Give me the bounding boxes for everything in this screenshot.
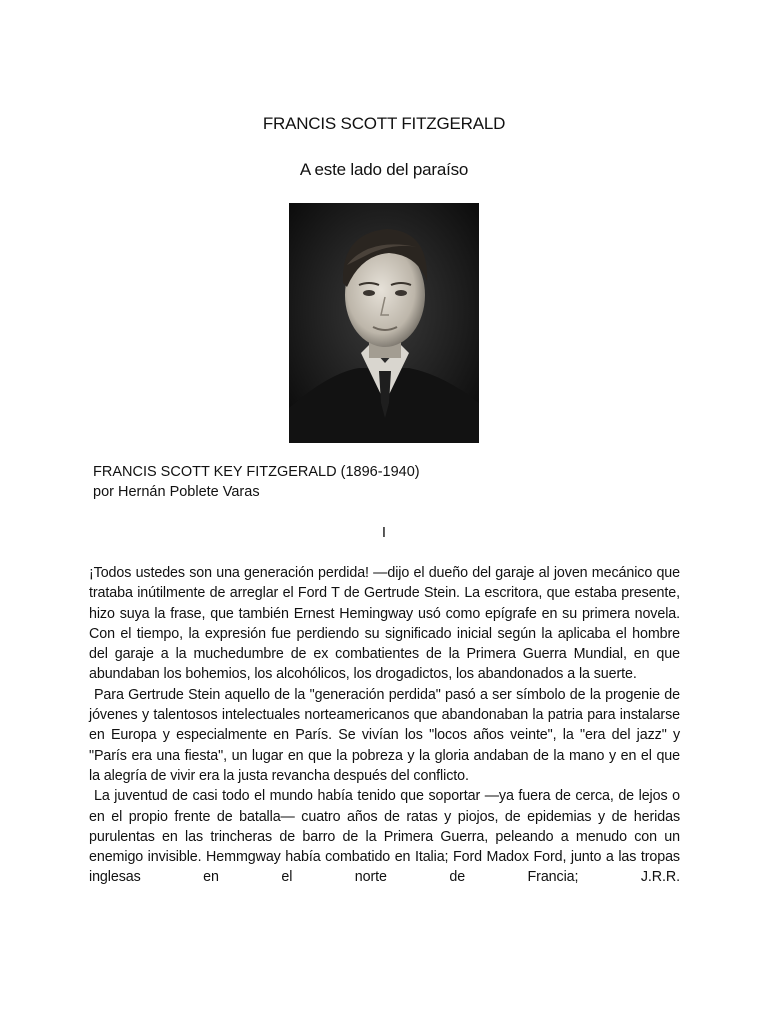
author-portrait-photo (289, 203, 479, 443)
section-number: I (381, 524, 387, 541)
byline (93, 462, 420, 502)
paragraph: Para Gertrude Stein aquello de la "generación perdida" pasó a ser símbolo de la progenie de jóvenes y talentosos intelectuales norteamericanos que abandonaban la patria para instalarse en Europa y especialmente en París. Se vivían los "locos años veinte", la "era del jazz" y "París era una fiesta", un lugar en que la pobreza y la gloria andaban de la mano y en el que la alegría de vivir era la justa revancha después del conflicto. (89, 686, 680, 784)
byline-heading: FRANCIS SCOTT KEY FITZGERALD (1896-1940) (93, 464, 420, 480)
article-body (89, 563, 680, 888)
byline-author: por Hernán Poblete Varas (93, 484, 260, 500)
paragraph: ¡Todos ustedes son una generación perdida! —dijo el dueño del garaje al joven mecánico que trataba inútilmente de arreglar el Ford T de Gertrude Stein. La escritora, que estaba presente, hizo suya la frase, que también Ernest Hemingway usó como epígrafe en su primera novela. Con el tiempo, la expresión fue perdiendo su significado inicial según la aplicaba el hombre del garaje a la muchedumbre de ex combatientes de la Primera Guerra Mundial, en que abundaban los bohemios, los alcohólicos, los drogadictos, los abandonados a la suerte. (89, 565, 680, 683)
book-title: A este lado del paraíso (299, 160, 469, 179)
paragraph: La juventud de casi todo el mundo había tenido que soportar —ya fuera de cerca, de lejos o en el propio frente de batalla— cuatro años de ratas y piojos, de epidemias y de heridas purulentas en las trincheras de barro de la Primera Guerra, peleando a menudo con un enemigo invisible. Hemmgway había combatido en Italia; Ford Madox Ford, junto a las tropas inglesas en el norte de Francia; J.R.R. (89, 788, 680, 886)
book-author-title: FRANCIS SCOTT FITZGERALD (262, 114, 506, 133)
